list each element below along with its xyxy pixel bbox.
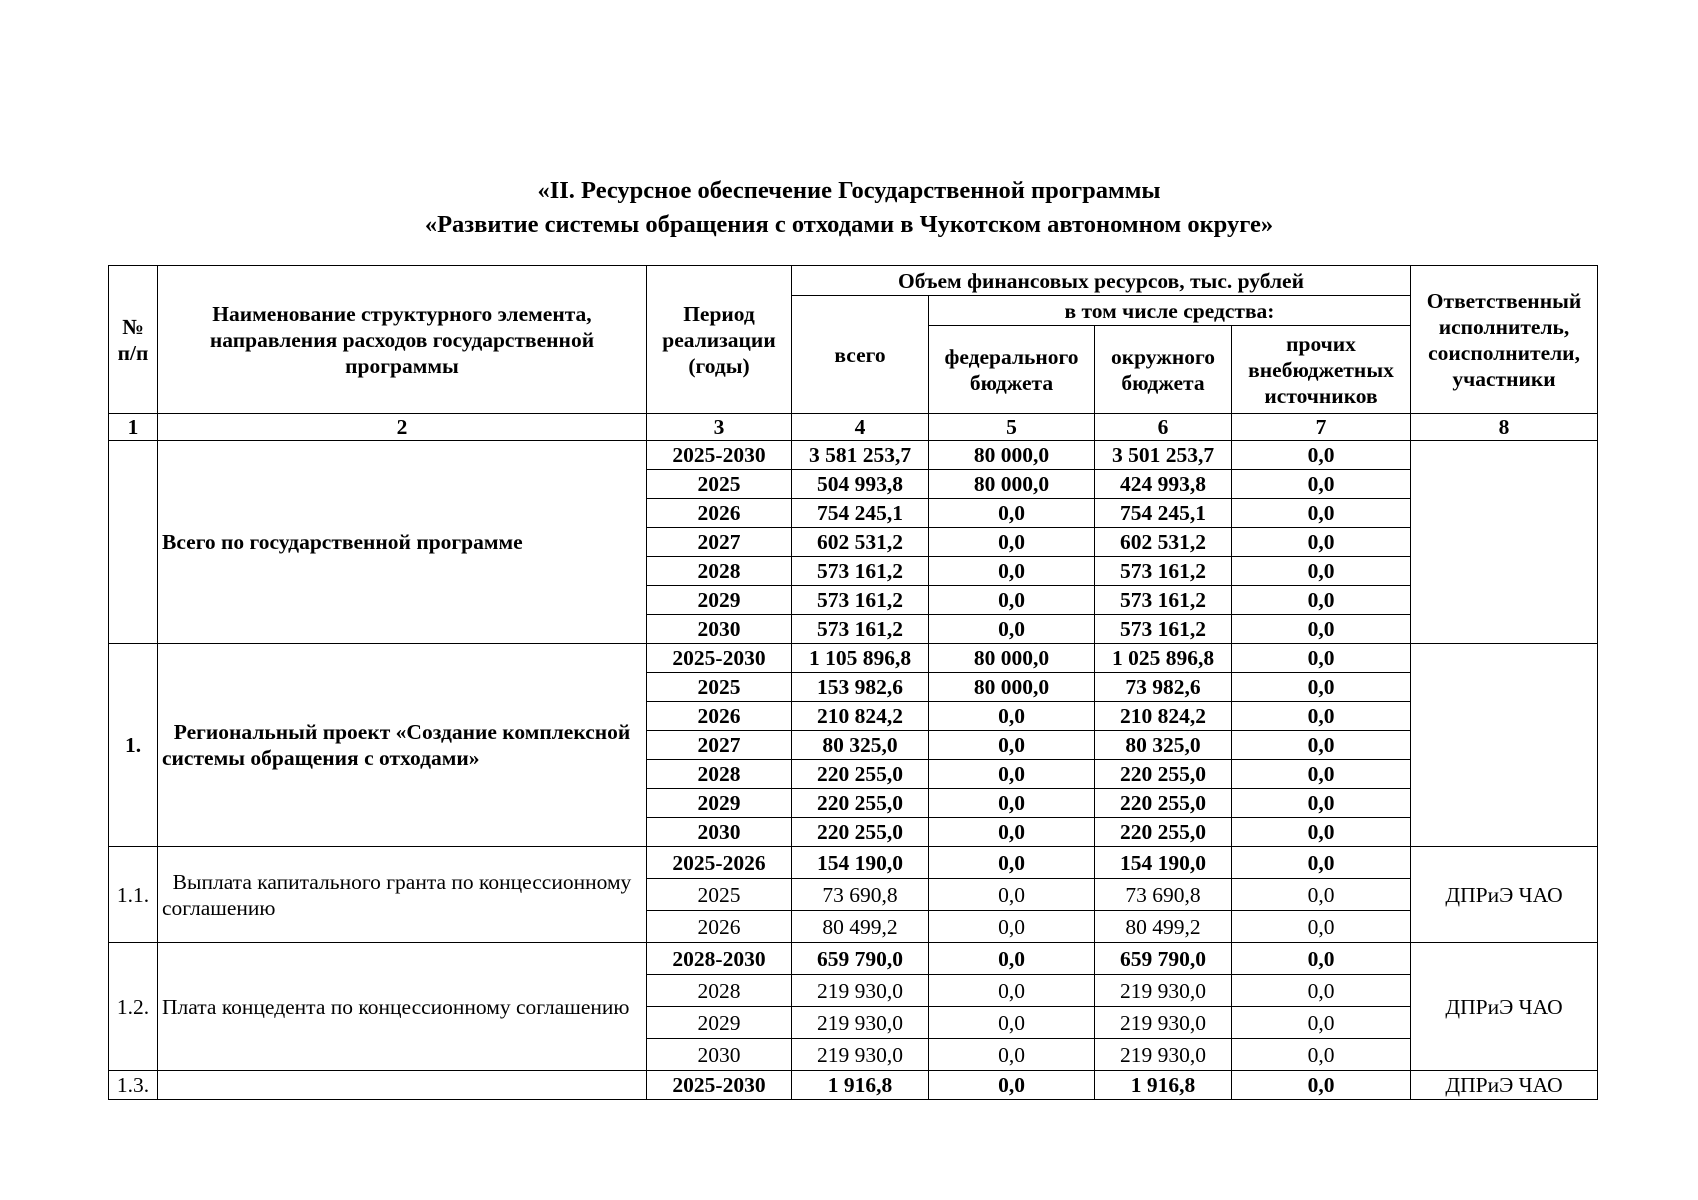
cell-district: 3 501 253,7 xyxy=(1095,441,1232,470)
cell-other: 0,0 xyxy=(1232,528,1411,557)
column-number-cell: 5 xyxy=(929,414,1095,441)
cell-other: 0,0 xyxy=(1232,702,1411,731)
table-row xyxy=(109,943,1598,975)
cell-period: 2028 xyxy=(647,557,792,586)
title-line-1: «II. Ресурсное обеспечение Государственной программы xyxy=(537,177,1161,204)
cell-federal: 0,0 xyxy=(929,975,1095,1007)
cell-federal: 0,0 xyxy=(929,1039,1095,1071)
cell-federal: 0,0 xyxy=(929,879,1095,911)
row-number: 1.3. xyxy=(109,1071,158,1100)
cell-federal: 0,0 xyxy=(929,911,1095,943)
cell-federal: 0,0 xyxy=(929,731,1095,760)
element-name: Всего по государственной программе xyxy=(158,441,647,644)
row-number: 1.2. xyxy=(109,943,158,1071)
cell-other: 0,0 xyxy=(1232,470,1411,499)
cell-district: 602 531,2 xyxy=(1095,528,1232,557)
cell-total: 153 982,6 xyxy=(792,673,929,702)
header-total: всего xyxy=(792,296,929,414)
cell-other: 0,0 xyxy=(1232,818,1411,847)
header-district: окружного бюджета xyxy=(1095,326,1232,414)
cell-period: 2030 xyxy=(647,818,792,847)
cell-district: 659 790,0 xyxy=(1095,943,1232,975)
cell-total: 219 930,0 xyxy=(792,1007,929,1039)
table-body xyxy=(109,441,1598,1100)
column-number-cell: 6 xyxy=(1095,414,1232,441)
cell-total: 220 255,0 xyxy=(792,789,929,818)
cell-period: 2027 xyxy=(647,731,792,760)
cell-total: 573 161,2 xyxy=(792,615,929,644)
cell-federal: 0,0 xyxy=(929,557,1095,586)
cell-other: 0,0 xyxy=(1232,1007,1411,1039)
cell-district: 573 161,2 xyxy=(1095,586,1232,615)
cell-district: 573 161,2 xyxy=(1095,615,1232,644)
cell-other: 0,0 xyxy=(1232,1071,1411,1100)
column-number-cell: 3 xyxy=(647,414,792,441)
cell-federal: 0,0 xyxy=(929,499,1095,528)
column-number-row xyxy=(109,414,1598,441)
table-row xyxy=(109,441,1598,470)
element-name xyxy=(158,1071,647,1100)
cell-other: 0,0 xyxy=(1232,975,1411,1007)
cell-federal: 0,0 xyxy=(929,818,1095,847)
responsible-executor xyxy=(1411,644,1598,847)
cell-other: 0,0 xyxy=(1232,847,1411,879)
cell-federal: 0,0 xyxy=(929,847,1095,879)
cell-federal: 0,0 xyxy=(929,702,1095,731)
cell-other: 0,0 xyxy=(1232,644,1411,673)
cell-district: 210 824,2 xyxy=(1095,702,1232,731)
table-row xyxy=(109,1071,1598,1100)
cell-district: 220 255,0 xyxy=(1095,760,1232,789)
cell-total: 1 916,8 xyxy=(792,1071,929,1100)
cell-other: 0,0 xyxy=(1232,943,1411,975)
cell-federal: 0,0 xyxy=(929,789,1095,818)
cell-period: 2025-2030 xyxy=(647,644,792,673)
cell-total: 754 245,1 xyxy=(792,499,929,528)
cell-total: 602 531,2 xyxy=(792,528,929,557)
cell-total: 219 930,0 xyxy=(792,1039,929,1071)
cell-total: 219 930,0 xyxy=(792,975,929,1007)
row-number: 1. xyxy=(109,644,158,847)
cell-period: 2025-2030 xyxy=(647,441,792,470)
cell-total: 220 255,0 xyxy=(792,760,929,789)
cell-federal: 0,0 xyxy=(929,760,1095,789)
cell-district: 154 190,0 xyxy=(1095,847,1232,879)
column-number-cell: 7 xyxy=(1232,414,1411,441)
cell-federal: 0,0 xyxy=(929,615,1095,644)
cell-district: 219 930,0 xyxy=(1095,1039,1232,1071)
cell-other: 0,0 xyxy=(1232,499,1411,528)
cell-total: 659 790,0 xyxy=(792,943,929,975)
header-responsible: Ответственный исполнитель, соисполнители, участники xyxy=(1411,266,1598,414)
cell-district: 573 161,2 xyxy=(1095,557,1232,586)
cell-period: 2026 xyxy=(647,499,792,528)
cell-district: 220 255,0 xyxy=(1095,818,1232,847)
responsible-executor: ДПРиЭ ЧАО xyxy=(1411,1071,1598,1100)
title-line-2: «Развитие системы обращения с отходами в Чукотском автономном округе» xyxy=(424,211,1274,238)
cell-period: 2025-2030 xyxy=(647,1071,792,1100)
responsible-executor: ДПРиЭ ЧАО xyxy=(1411,943,1598,1071)
responsible-executor: ДПРиЭ ЧАО xyxy=(1411,847,1598,943)
header-other: прочих внебюджетных источников xyxy=(1232,326,1411,414)
cell-period: 2030 xyxy=(647,1039,792,1071)
resource-table xyxy=(108,265,1598,1100)
cell-other: 0,0 xyxy=(1232,731,1411,760)
header-including: в том числе средства: xyxy=(929,296,1411,326)
cell-district: 754 245,1 xyxy=(1095,499,1232,528)
header-volume: Объем финансовых ресурсов, тыс. рублей xyxy=(792,266,1411,296)
cell-total: 573 161,2 xyxy=(792,586,929,615)
header-federal: федерального бюджета xyxy=(929,326,1095,414)
column-number-cell: 1 xyxy=(109,414,158,441)
element-name: Выплата капитального гранта по концессионному соглашению xyxy=(158,847,647,943)
cell-federal: 80 000,0 xyxy=(929,644,1095,673)
cell-total: 210 824,2 xyxy=(792,702,929,731)
cell-other: 0,0 xyxy=(1232,615,1411,644)
cell-period: 2026 xyxy=(647,911,792,943)
cell-total: 73 690,8 xyxy=(792,879,929,911)
cell-other: 0,0 xyxy=(1232,673,1411,702)
cell-district: 80 325,0 xyxy=(1095,731,1232,760)
cell-period: 2025-2026 xyxy=(647,847,792,879)
element-name: Региональный проект «Создание комплексной системы обращения с отходами» xyxy=(158,644,647,847)
cell-total: 573 161,2 xyxy=(792,557,929,586)
cell-other: 0,0 xyxy=(1232,789,1411,818)
header-period: Период реализации (годы) xyxy=(647,266,792,414)
table-row xyxy=(109,847,1598,879)
cell-federal: 80 000,0 xyxy=(929,673,1095,702)
cell-total: 80 325,0 xyxy=(792,731,929,760)
cell-federal: 0,0 xyxy=(929,1071,1095,1100)
cell-district: 80 499,2 xyxy=(1095,911,1232,943)
cell-period: 2025 xyxy=(647,879,792,911)
cell-federal: 0,0 xyxy=(929,586,1095,615)
cell-period: 2029 xyxy=(647,789,792,818)
column-number-cell: 4 xyxy=(792,414,929,441)
cell-period: 2028 xyxy=(647,760,792,789)
cell-total: 80 499,2 xyxy=(792,911,929,943)
cell-other: 0,0 xyxy=(1232,557,1411,586)
cell-period: 2025 xyxy=(647,470,792,499)
cell-other: 0,0 xyxy=(1232,1039,1411,1071)
row-number: 1.1. xyxy=(109,847,158,943)
header-num: № п/п xyxy=(109,266,158,414)
cell-district: 1 025 896,8 xyxy=(1095,644,1232,673)
cell-total: 3 581 253,7 xyxy=(792,441,929,470)
cell-district: 219 930,0 xyxy=(1095,1007,1232,1039)
cell-federal: 80 000,0 xyxy=(929,470,1095,499)
cell-period: 2029 xyxy=(647,586,792,615)
cell-district: 1 916,8 xyxy=(1095,1071,1232,1100)
cell-period: 2029 xyxy=(647,1007,792,1039)
element-name: Плата концедента по концессионному соглашению xyxy=(158,943,647,1071)
cell-total: 1 105 896,8 xyxy=(792,644,929,673)
column-number-cell: 2 xyxy=(158,414,647,441)
cell-period: 2030 xyxy=(647,615,792,644)
cell-period: 2026 xyxy=(647,702,792,731)
responsible-executor xyxy=(1411,441,1598,644)
column-number-cell: 8 xyxy=(1411,414,1598,441)
cell-district: 73 690,8 xyxy=(1095,879,1232,911)
cell-period: 2028 xyxy=(647,975,792,1007)
cell-total: 154 190,0 xyxy=(792,847,929,879)
cell-period: 2025 xyxy=(647,673,792,702)
cell-federal: 0,0 xyxy=(929,1007,1095,1039)
page-title xyxy=(0,174,1698,242)
cell-federal: 80 000,0 xyxy=(929,441,1095,470)
cell-other: 0,0 xyxy=(1232,911,1411,943)
cell-federal: 0,0 xyxy=(929,528,1095,557)
cell-total: 220 255,0 xyxy=(792,818,929,847)
cell-district: 219 930,0 xyxy=(1095,975,1232,1007)
row-number xyxy=(109,441,158,644)
table-row xyxy=(109,644,1598,673)
cell-total: 504 993,8 xyxy=(792,470,929,499)
cell-period: 2028-2030 xyxy=(647,943,792,975)
cell-other: 0,0 xyxy=(1232,760,1411,789)
cell-district: 73 982,6 xyxy=(1095,673,1232,702)
cell-district: 220 255,0 xyxy=(1095,789,1232,818)
cell-other: 0,0 xyxy=(1232,879,1411,911)
cell-other: 0,0 xyxy=(1232,586,1411,615)
cell-district: 424 993,8 xyxy=(1095,470,1232,499)
cell-period: 2027 xyxy=(647,528,792,557)
cell-other: 0,0 xyxy=(1232,441,1411,470)
cell-federal: 0,0 xyxy=(929,943,1095,975)
header-name: Наименование структурного элемента, направления расходов государственной программы xyxy=(158,266,647,414)
